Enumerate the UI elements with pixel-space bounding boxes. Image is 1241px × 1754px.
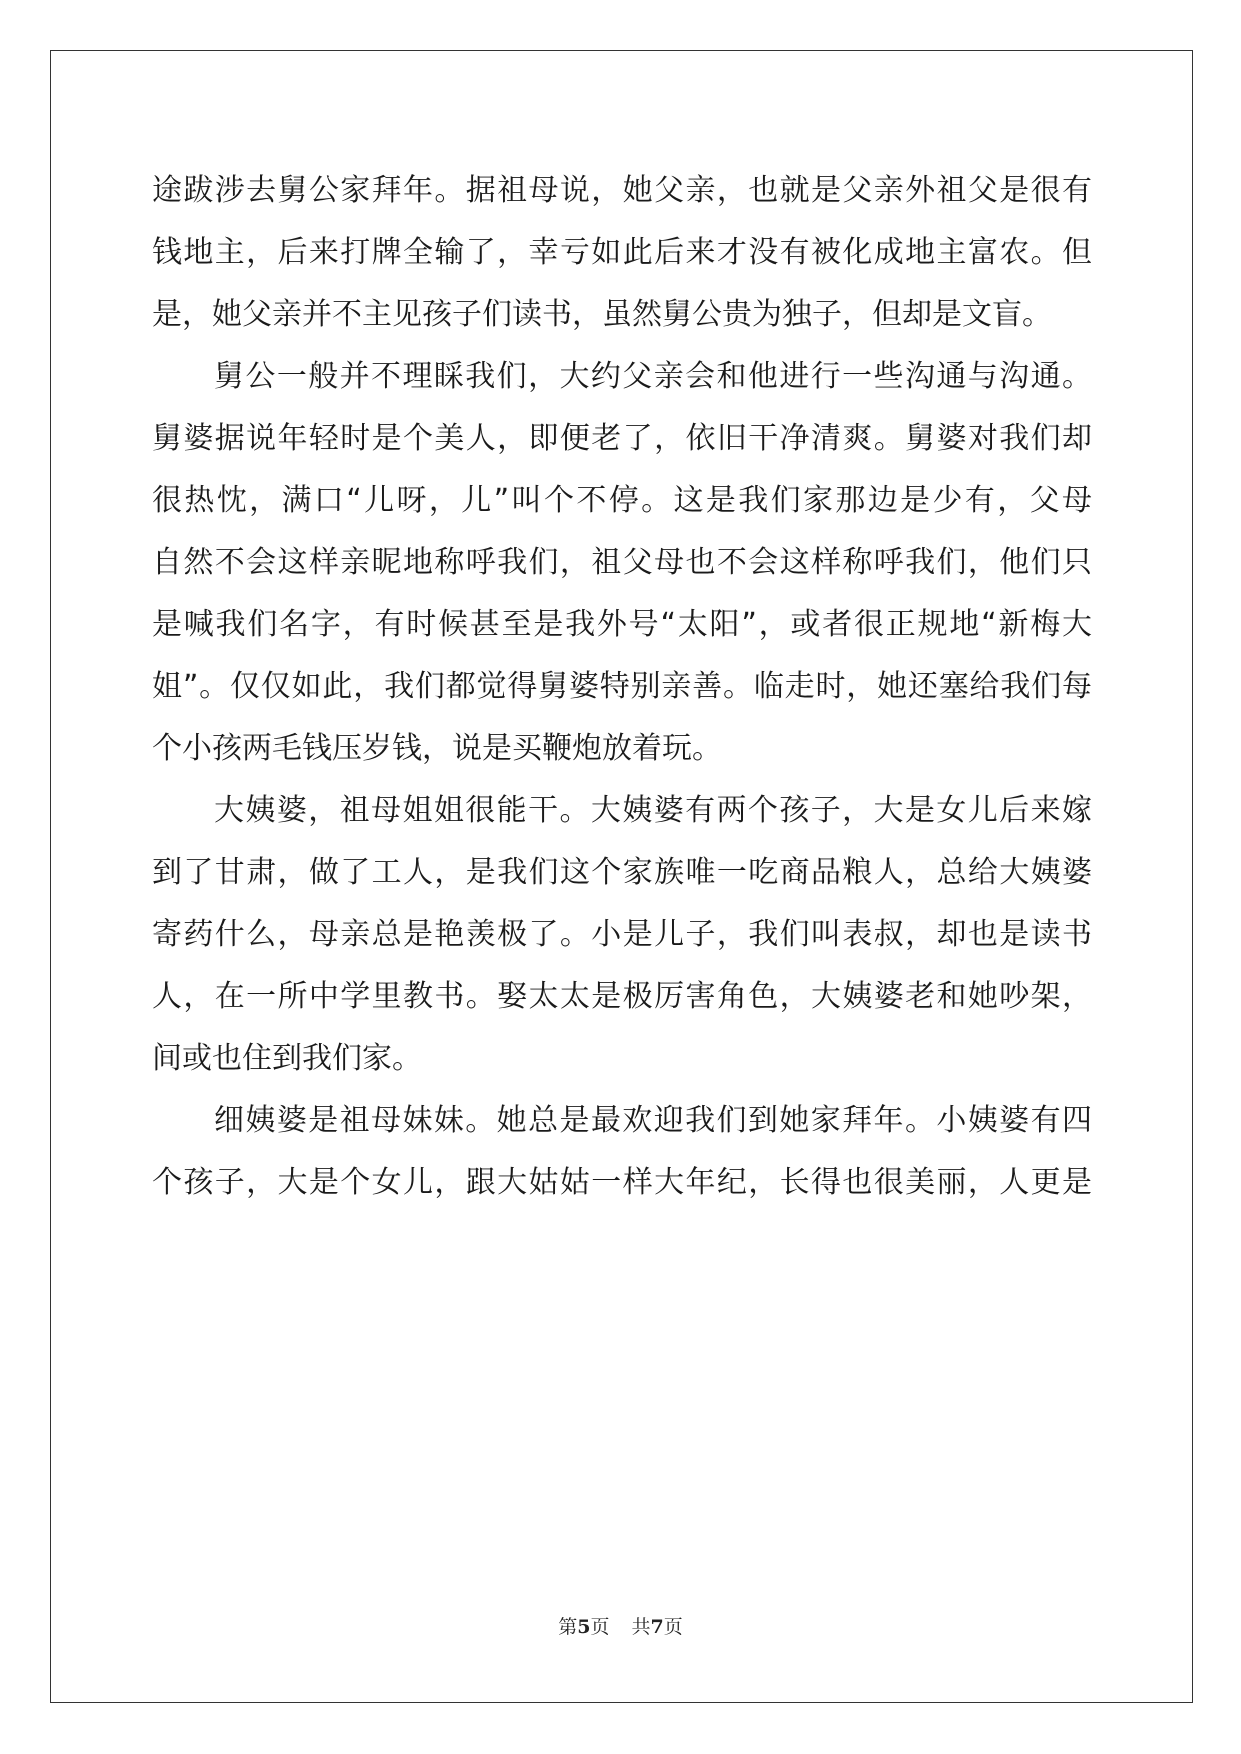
text-line: 人，在一所中学里教书。娶太太是极厉害角色，大姨婆老和她吵架， bbox=[152, 979, 1092, 1014]
page-number-prefix: 第 bbox=[558, 1616, 578, 1638]
page-number-current: 5 bbox=[577, 1616, 591, 1638]
text-line: 细姨婆是祖母妹妹。她总是最欢迎我们到她家拜年。小姨婆有四 bbox=[214, 1103, 1092, 1138]
page-total-prefix: 共 bbox=[631, 1616, 651, 1638]
text-line: 间或也住到我们家。 bbox=[152, 1041, 422, 1076]
page-number-total: 7 bbox=[650, 1616, 664, 1638]
text-line: 钱地主，后来打牌全输了，幸亏如此后来才没有被化成地主富农。但 bbox=[152, 235, 1092, 270]
text-line: 是，她父亲并不主见孩子们读书，虽然舅公贵为独子，但却是文盲。 bbox=[152, 297, 1052, 332]
page-number-suffix: 页 bbox=[590, 1616, 610, 1638]
page-footer bbox=[0, 1614, 1241, 1640]
text-line: 大姨婆，祖母姐姐很能干。大姨婆有两个孩子，大是女儿后来嫁 bbox=[214, 793, 1092, 828]
page-total-suffix: 页 bbox=[663, 1616, 683, 1638]
text-line: 是喊我们名字，有时候甚至是我外号“太阳”，或者很正规地“新梅大 bbox=[152, 607, 1092, 642]
body-text bbox=[152, 160, 1092, 1214]
text-line: 舅婆据说年轻时是个美人，即便老了，依旧干净清爽。舅婆对我们却 bbox=[152, 421, 1092, 456]
text-line: 个小孩两毛钱压岁钱，说是买鞭炮放着玩。 bbox=[152, 731, 722, 766]
text-line: 自然不会这样亲昵地称呼我们，祖父母也不会这样称呼我们，他们只 bbox=[152, 545, 1092, 580]
text-line: 途跋涉去舅公家拜年。据祖母说，她父亲，也就是父亲外祖父是很有 bbox=[152, 173, 1092, 208]
text-line: 舅公一般并不理睬我们，大约父亲会和他进行一些沟通与沟通。 bbox=[214, 359, 1092, 394]
text-line: 个孩子，大是个女儿，跟大姑姑一样大年纪，长得也很美丽，人更是 bbox=[152, 1165, 1092, 1200]
text-line: 到了甘肃，做了工人，是我们这个家族唯一吃商品粮人，总给大姨婆 bbox=[152, 855, 1092, 890]
text-line: 寄药什么，母亲总是艳羡极了。小是儿子，我们叫表叔，却也是读书 bbox=[152, 917, 1092, 952]
text-line: 很热忱，满口“儿呀，儿”叫个不停。这是我们家那边是少有，父母 bbox=[152, 483, 1092, 518]
text-line: 姐”。仅仅如此，我们都觉得舅婆特别亲善。临走时，她还塞给我们每 bbox=[152, 669, 1092, 704]
